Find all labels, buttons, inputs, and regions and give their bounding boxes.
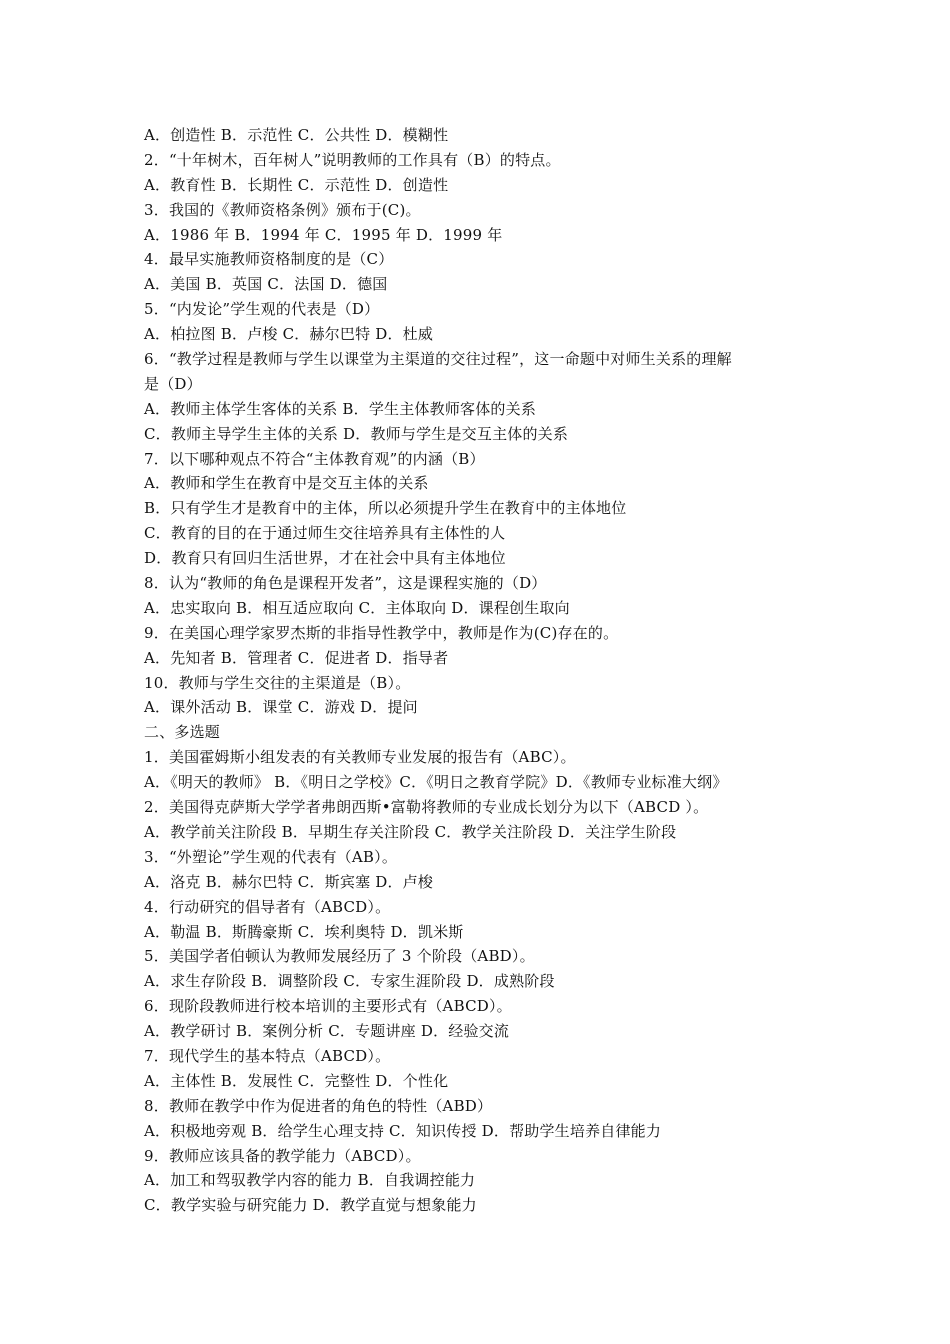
question-line: 7．以下哪种观点不符合“主体教育观”的内涵（B）	[144, 449, 485, 468]
question-line: 4．最早实施教师资格制度的是（C）	[144, 250, 394, 269]
text-line: A．创造性 B．示范性 C．公共性 D．模糊性	[144, 126, 449, 144]
option-line: C．教育的目的在于通过师生交往培养具有主体性的人	[144, 524, 506, 543]
options-line: A．积极地旁观 B．给学生心理支持 C．知识传授 D．帮助学生培养自律能力	[144, 1121, 662, 1140]
options-line: A．求生存阶段 B．调整阶段 C．专家生涯阶段 D．成熟阶段	[144, 972, 555, 991]
options-line: C．教学实验与研究能力 D．教学直觉与想象能力	[144, 1196, 477, 1215]
question-line: 6．“教学过程是教师与学生以课堂为主渠道的交往过程”，这一命题中对师生关系的理解	[144, 350, 732, 369]
options-line: A．先知者 B．管理者 C．促进者 D．指导者	[144, 648, 449, 667]
options-line: A．《明天的教师》 B．《明日之学校》C．《明日之教育学院》D．《教师专业标准大纲》	[144, 773, 728, 792]
question-line: 9．在美国心理学家罗杰斯的非指导性教学中，教师是作为(C)存在的。	[144, 623, 619, 642]
options-line: A．教师主体学生客体的关系 B．学生主体教师客体的关系	[144, 399, 537, 418]
question-line: 6．现阶段教师进行校本培训的主要形式有（ABCD）。	[144, 997, 512, 1016]
options-line: A．1986 年 B．1994 年 C．1995 年 D．1999 年	[144, 225, 503, 244]
question-line: 7．现代学生的基本特点（ABCD）。	[144, 1046, 391, 1065]
options-line: A．教育性 B．长期性 C．示范性 D．创造性	[144, 175, 449, 194]
question-line: 2．美国得克萨斯大学学者弗朗西斯•富勒将教师的专业成长划分为以下（ABCD ）。	[144, 798, 709, 817]
options-line: C．教师主导学生主体的关系 D．教师与学生是交互主体的关系	[144, 424, 569, 443]
question-line-continued: 是（D）	[144, 374, 202, 393]
question-line: 3．我国的《教师资格条例》颁布于(C)。	[144, 200, 421, 219]
question-line: 8．认为“教师的角色是课程开发者”，这是课程实施的（D）	[144, 574, 547, 593]
document-page	[144, 123, 824, 1218]
options-line: A．柏拉图 B．卢梭 C．赫尔巴特 D．杜威	[144, 325, 434, 344]
option-line: B．只有学生才是教育中的主体，所以必须提升学生在教育中的主体地位	[144, 499, 627, 518]
question-line: 5．美国学者伯顿认为教师发展经历了 3 个阶段（ABD）。	[144, 947, 535, 966]
question-line: 3．“外塑论”学生观的代表有（AB）。	[144, 847, 398, 866]
question-line: 2．“十年树木，百年树人”说明教师的工作具有（B）的特点。	[144, 150, 561, 169]
options-line: A．加工和驾驭教学内容的能力 B．自我调控能力	[144, 1171, 476, 1190]
options-line: A．主体性 B．发展性 C．完整性 D．个性化	[144, 1071, 449, 1090]
options-line: A．忠实取向 B．相互适应取向 C．主体取向 D．课程创生取向	[144, 598, 570, 617]
options-line: A．教学前关注阶段 B．早期生存关注阶段 C．教学关注阶段 D．关注学生阶段	[144, 822, 677, 841]
option-line: D．教育只有回归生活世界，才在社会中具有主体地位	[144, 549, 506, 568]
section-heading: 二、多选题	[144, 723, 221, 742]
question-line: 10．教师与学生交往的主渠道是（B）。	[144, 673, 411, 692]
options-line: A．课外活动 B．课堂 C．游戏 D．提问	[144, 698, 418, 717]
options-line: A．美国 B．英国 C．法国 D．德国	[144, 275, 388, 294]
question-line: 1．美国霍姆斯小组发表的有关教师专业发展的报告有（ABC）。	[144, 748, 576, 767]
question-line: 8．教师在教学中作为促进者的角色的特性（ABD）	[144, 1096, 493, 1115]
options-line: A．勒温 B．斯腾豪斯 C．埃利奥特 D．凯米斯	[144, 922, 464, 941]
question-line: 9．教师应该具备的教学能力（ABCD）。	[144, 1146, 421, 1165]
options-line: A．洛克 B．赫尔巴特 C．斯宾塞 D．卢梭	[144, 872, 434, 891]
question-line: 4．行动研究的倡导者有（ABCD）。	[144, 897, 391, 916]
options-line: A．教学研讨 B．案例分析 C．专题讲座 D．经验交流	[144, 1022, 510, 1041]
option-line: A．教师和学生在教育中是交互主体的关系	[144, 474, 429, 493]
question-line: 5．“内发论”学生观的代表是（D）	[144, 300, 380, 319]
